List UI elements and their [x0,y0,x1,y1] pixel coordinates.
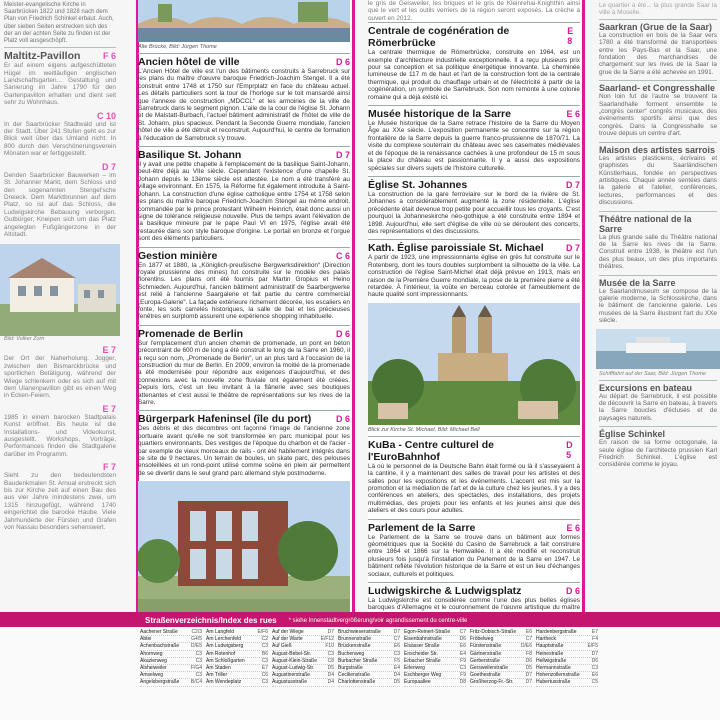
entry-text: La plus grande salle du Théâtre national de la Sarre les rives de la Sarre. Construit entre 1938, le théâtre est l'un des plus beaux, un des plus importants théâtres. [599,233,717,271]
grid-ref: D 6 [335,414,350,425]
index-row [536,651,598,658]
street-grid-ref: E6 [459,643,466,650]
street-name: Hermannstraße [536,665,571,672]
street-grid-ref: D5 [393,679,400,686]
street-name: Burbacher Straße [338,657,378,664]
photo-caption: Alte Brücke, Bild: Jürgen Thome [138,44,217,50]
grid-ref: D 6 [335,328,350,339]
street-grid-ref: D6 [459,636,466,643]
street-name: Brunnenstraße [338,636,372,643]
street-grid-ref: C2/3 [191,629,202,635]
entry-title: Ancien hôtel de ville [138,56,240,68]
grid-ref: D 7 [335,150,350,161]
entry-text: Le Saarlandmuseum se compose de la galerie moderne, la Schlosskirche, dans le bâtiment de l'ancienne galerie. Les musées de la Sarre illustrent l'art du XXe siècle. [599,287,717,325]
entry-title: Excursions en bateau [599,382,693,393]
grid-ref: E 7 [102,403,116,414]
street-grid-ref: D4 [327,672,334,679]
col1-text-5: 1985 in einem barocken Stadtpalais Kunst eröffnet. Bis heute ist die Installations- und Videokunst, ausgestellt. Workshops, Vorträge, Performances finden die Stadtgalerie darüber im Programm. [4,413,116,458]
street-name: August-Klein-Straße [272,657,318,664]
street-name: Akazienweg [140,657,167,664]
col1-text-6: Sieht zu den bedeutendsten Baudenkmalen St. Arnual erstreckt sich bis zur Kirche zeit auf einen Bau des aus vier Jahre mindestens zwei, um 1315 hinzugefügt, während 1740 eingerichtet die barocke Haube. Viele Jahrhunderte der Fürsten und Grafen von Nassau besonders sehenswert. [4,472,116,532]
photo-caption: Schifffahrt auf der Saar, Bild: Jürgen Thome [599,370,707,377]
index-row [338,643,400,650]
street-grid-ref: E6 [393,643,400,650]
street-name: Hellwigstraße [536,657,567,664]
street-name: Eschberger Weg [404,672,442,679]
street-grid-ref: C3 [591,665,598,672]
index-row [536,679,598,686]
street-name: Auf der Warte [272,636,303,643]
index-row [404,636,466,643]
index-row [338,636,400,643]
entry-text: le gris de Geisweiler, les briques et le gris de Kleinrehai-Knighthin ainsi que le vert et les outils verriers de la région seront exposés. La crèche a ouvert en 2012. [368,0,580,22]
street-grid-ref: D/E6 [520,643,532,650]
left-column [0,0,120,612]
index-row [404,658,466,665]
street-name: Eisenbahnstraße [404,636,442,643]
street-grid-ref: C5 [591,679,598,686]
street-grid-ref: E6 [525,629,532,635]
index-subtitle: * siehe Innenstadtvergrößerung/voir agrandissement du centre-ville [288,617,468,624]
street-name: Auf der Wiege [272,629,304,635]
entry-parlement [368,519,580,578]
street-grid-ref: E7 [261,665,268,672]
index-row [272,643,334,650]
index-row [140,672,202,679]
index-row [272,636,334,643]
index-row [272,672,334,679]
street-name: Hartheck [536,636,557,643]
street-name: Achenbachstraße [140,643,180,650]
index-row [140,651,202,658]
index-row [206,665,268,672]
street-name: Hohenzollernstraße [536,672,580,679]
index-row [536,665,598,672]
index-column [206,629,268,720]
col1-entry-title [4,47,116,62]
street-name: Ahornweg [140,650,163,657]
index-column [272,629,334,720]
entry-title: Église St. Johannes [368,178,468,191]
street-grid-ref: C2 [261,636,268,643]
street-name: Buchenweg [338,650,365,657]
alte-bruecke-photo [138,0,350,42]
street-name: Abtei [140,636,152,643]
col1-text-2: In der Saarbrücker Stadtwald und ist der Stadt. Über 241 Stufen geht es zur Blick weit über das Umland nicht. In 800 durch den Verschönerungsverein Mönaten war er fertiggestellt. [4,120,116,158]
entry-st-michael [368,239,580,298]
street-name: Europaallee [404,679,431,686]
street-name: Fröbelweg [470,636,494,643]
index-row [338,658,400,665]
grid-ref: E 6 [566,522,580,533]
index-row [206,629,268,636]
right-column [596,0,720,612]
street-grid-ref: F/G4 [190,665,202,672]
street-grid-ref: F5 [394,657,400,664]
index-row [470,679,532,686]
street-name: Charlottenstraße [338,679,376,686]
entry-title: Musée de la Sarre [599,277,676,288]
street-name: Großherzog-Fr.-Str. [470,679,514,686]
street-grid-ref: E4 [459,650,466,657]
col1-text-top: Meister-evangelische Kirche in Saarbrücken 1822 und 1828 nach dem Plan von Friedrich Schinkel erbaut. Auch, über sieben Seiten erstrecken sich des der an der achten Seite zu finden ist der Platz voll ausgeschöpft. [4,2,114,45]
index-row [470,636,532,643]
street-name: Gerberstraße [470,657,500,664]
grid-ref: F 7 [102,462,116,473]
street-name: Brückenstraße [338,643,371,650]
entry-text: La construction en bois de la Saar vers 1780 a été transformé de transportées entre les Pays-Bas et la Saar, une fondation des marchandises de chargement sur les rives de la Saar la grue de la Sarre a été achevée en 1991. [599,31,717,76]
grid-ref: E 7 [102,345,116,356]
street-grid-ref: D5 [327,665,334,672]
entry-basilique-st-johann [138,146,350,242]
street-name: Hubertusstraße [536,679,571,686]
index-row [338,629,400,636]
street-grid-ref: D8 [459,679,466,686]
street-grid-ref: D7 [591,650,598,657]
index-header [0,614,720,627]
index-column [404,629,466,720]
street-name: Hardenbergstraße [536,629,577,635]
street-name: Augustinerstraße [272,672,311,679]
street-grid-ref: C3 [261,657,268,664]
boat-photo [596,329,720,369]
photo-caption: Bild: Volker Zorn [4,336,45,343]
street-name: Alsheiweiler [140,665,167,672]
street-name: Gärtnerstraße [470,650,502,657]
street-grid-ref: D7 [327,629,334,635]
index-row [206,636,268,643]
entry-title: Bürgerpark Hafeninsel (île du port) [138,413,312,426]
index-row [140,636,202,643]
street-name: Erbacher Straße [404,657,441,664]
street-grid-ref: C3 [261,643,268,650]
gutter [355,0,368,612]
index-row [140,643,202,650]
street-grid-ref: F9 [460,672,466,679]
entry-text: En raison de sa forme octogonale, la seule église de l'architecte prussien Karl Friedrich Schinkel. L'église est considérée comme le joyau. [599,439,717,469]
grid-ref: C 6 [335,250,350,261]
index-row [470,651,532,658]
entry-text: Au départ de Sarrebruck, il est possible de découvrir la Sarre en bateau, à travers la Sarre boucles d'écluses et de paysages naturels. [599,392,717,422]
entry-title: Saarland- et Congresshalle [599,83,716,94]
street-grid-ref: G4/5 [191,636,202,643]
index-column [470,629,532,720]
index-row [338,672,400,679]
col1-text-4: Der Ort der Naherholung. Jogger, zwischen den Bismarckbrücke und sportlichen Betätigung, während der Wiege schlenkern oder es sich auf mit dem Ulanenpavillon gibt es einen Weg in Ecken-Feiern. [4,355,116,400]
entry-buergerpark [138,410,350,477]
street-name: Goethestraße [470,672,501,679]
index-row [272,651,334,658]
gutter [585,0,596,612]
index-column [338,629,400,720]
street-name: Amselweg [140,672,164,679]
street-grid-ref: D7 [525,679,532,686]
street-grid-ref: D4 [327,679,334,686]
street-name: Augustusstraße [272,679,308,686]
street-name: Heinestraße [536,650,564,657]
street-name: Cecilienstraße [338,672,370,679]
grid-ref: E 6 [566,109,580,120]
street-grid-ref: D4 [393,672,400,679]
index-row [470,629,532,636]
street-name: Auf Gieß [272,643,292,650]
entry-centrale-cogeneration [368,22,580,101]
entry-title: Kath. Église paroissiale St. Michael [368,242,544,255]
entry-text: Il y avait une petite chapelle à l'emplacement de la basilique Saint-Johann, peut-être déjà au VIIe siècle. Cependant l'existence d'une chapelle St. Johann depuis le 13ème siècle est attestée. Le nom a été transféré au village environnant. En 1575, la Réforme fut également introduite à Saint-Johann. La construction d'une église catholique entre 1754 et 1758 selon les plans du maître baroque Friedrich-Joachim Stengel au même endroit, commandée par le prince protestant Wilhelm Heinrich, était donc aussi un signe de tolérance religieuse nouvelle. Plus de temps avant l'élévation de la basilique mineure par le pape Paul VI en 1975, l'église avait été restaurée dans son style baroque d'origine. Le portail en bronze et l'orgue sont des éléments particuliers. [138,161,350,243]
entry-title: Saarkran (Grue de la Saar) [599,21,713,32]
index-row [140,679,202,686]
entry-text: Des débris et des décombres ont façonné l'image de l'ancienne zone portuaire avant qu'elle ne soit transformée en parc municipal pour les quartiers environnants. Des vestiges de l'époque du charbon et de l'acier - par exemple de vieux morceaux de rails - ont été habilement intégrés dans ce site de 9 hectares. Un terrain de boules, un skate parc, des pelouses ensoleillées et un rond-point utilisé comme scène en plein air permettent de se divertir dans le seul grand parc allemand style postmoderne. [138,425,350,477]
index-row [206,679,268,686]
buergerpark-photo [138,481,350,612]
entry-ludwigskirche [368,582,580,612]
entry-ancien-hotel-de-ville [138,53,350,142]
street-name: Enscheider Str. [404,650,438,657]
street-name: Am Wendeplatz [206,679,242,686]
entry-title: KuBa - Centre culturel de l'EuroBahnhof [368,438,495,463]
grid-ref: C 10 [96,110,116,121]
entry-text: Les artistes plasticiens, écrivains et graphistes du Saarländischen Künstlerhaus, fondée en perspectives artistiques. Chaque année sentées dans la galerie et l'atelier, conférences, lectures, performances et des discussions. [599,154,717,207]
street-index [0,612,720,720]
street-grid-ref: E4 [393,665,400,672]
index-row [404,629,466,636]
street-name: Aachener Straße [140,629,178,635]
entry-text: A partir de 1923, une impressionnante église en grès fut construite sur le Rotenberg, dont les tours doubles surplombent la silhouette de la ville. La construction de l'église Saint-Michel était déjà prévue en 1913, mais en raison de la Première Guerre mondiale, la pose de la première pierre a été retardée. À l'intérieur, la voûte en berceau colorée et l'ameublement de haute qualité sont impressionnants. [368,254,580,299]
index-row [404,651,466,658]
entry-promenade-de-berlin [138,325,350,407]
entry-text: Le Musée historique de la Sarre retrace l'histoire de la Sarre du Moyen Âge au XXe siècle. L'exposition permanente se concentre sur la région frontalière de la Sarre depuis la guerre franco-prussienne de 1870/71. La visite du complexe souterrain du château avec ses casemates médiévales et de l'époque de la renaissance cachées à une profondeur de 15 m sous la place du château est passionnante. Il y a aussi des expositions spéciales sur divers sujets de l'histoire culturelle. [368,120,580,172]
entry-text: Là où le personnel de la Deutsche Bahn était formé ou là il s'asseyaient à la cantine, il y a maintenant des salles de travail pour les artistes et des salles pour les expositions et les événements. L'accent est mis sur la promotion et la médiation de l'art et de la culture chez les jeunes. Il y a des conférences en ateliers, des spectacles, des installations, des projets multimédias, des projets pour les enfants et les jeunes ainsi que des ateliers et des cours pour adultes. [368,462,580,515]
street-grid-ref: C6 [261,672,268,679]
index-row [470,672,532,679]
street-name: Bruchwiesenstraße [338,629,381,635]
index-row [272,679,334,686]
entry-gestion-miniere [138,247,350,321]
index-row [404,679,466,686]
street-grid-ref: C7 [525,636,532,643]
street-name: Fritz-Dobisch-Straße [470,629,517,635]
grid-ref: F 6 [102,51,116,62]
street-name: Gersweilerstraße [470,665,509,672]
street-grid-ref: E/F12 [320,636,334,643]
entry-title: Église Schinkel [599,429,666,440]
index-row [140,658,202,665]
entry-title: Musée historique de la Sarre [368,108,511,121]
street-grid-ref: C3 [327,650,334,657]
index-row [338,665,400,672]
middle-left-column [138,0,350,612]
street-name: Erlenweg [404,665,425,672]
photo-caption: Blick zur Kirche St. Michael, Bild: Michael Bell [368,426,480,433]
street-grid-ref: C7 [393,636,400,643]
street-name: Am Staden [206,665,231,672]
entry-title: Maison des artistes sarrois [599,144,716,155]
street-grid-ref: F10 [325,643,334,650]
index-row [536,672,598,679]
index-row [206,651,268,658]
street-grid-ref: C7 [459,629,466,635]
street-grid-ref: C3 [195,657,202,664]
street-name: Am Schloßgarten [206,657,245,664]
street-grid-ref: C3 [261,679,268,686]
street-name: Am Ludwigsberg [206,643,244,650]
col4-text-top: Le quartier a été... la plus grande Saar la ville à Moselle. [599,2,717,17]
entry-title: Gestion minière [138,249,218,262]
street-grid-ref: C3 [195,650,202,657]
street-grid-ref: E/F5 [587,643,598,650]
index-columns [140,629,720,720]
street-name: Hauptstraße [536,643,564,650]
index-title: Straßenverzeichnis/Index des rues [145,616,277,625]
index-row [272,658,334,665]
index-row [404,672,466,679]
street-grid-ref: C3 [393,650,400,657]
index-row [536,629,598,636]
grid-ref: D 6 [565,586,580,597]
index-row [338,651,400,658]
street-grid-ref: C3 [459,665,466,672]
grid-ref: D 6 [335,57,350,67]
grid-ref: D 7 [565,179,580,190]
street-name: Am Langfeld [206,629,235,635]
entry-kuba [368,436,580,515]
street-grid-ref: D6 [591,657,598,664]
street-name: Angelsbergstraße [140,679,180,686]
entry-musee-historique [368,105,580,172]
street-grid-ref: E6 [591,672,598,679]
street-name: Am Triller [206,672,228,679]
grid-ref: D 7 [101,161,116,172]
index-row [206,672,268,679]
entry-text: La centrale thermique de Römerbrücke, construite en 1964, est un exemple d'architecture industrielle exceptionnelle. Il a reçu plusieurs prix pour sa conception et sa politique énergétique innovante. La cheminée lumineuse de 117 m de haut et l'art de la construction font de la centrale thermique, qui produit du chauffage urbain et de l'électricité à partir de la cogénération, un symbole de Sarrebruck. Son nom remonte à une colonie romaine qui a déjà existé ici. [368,49,580,101]
street-grid-ref: D7 [525,672,532,679]
street-name: August-Ludwig-Str. [272,665,315,672]
col1-entry-text: Er auf einem eigens aufgeschütteten Hügel im weitläufigen englischen Landschaftsgarten... Gestaltung und Sanierung im Jahre 1790 für den Gartenpavillon erhalten und dient seit sehr zu Wohnhaus. [4,62,116,107]
entry-title: Promenade de Berlin [138,327,244,340]
entry-title: Basilique St. Johann [138,149,242,162]
entry-text: En 1877 et 1880, la „Königlich-preußische Bergwerksdirektion“ (Direction royale prussienne des mines) fut construite sur le modèle des palais florentins. Les plans ont été fournis par Martin Gropius et Heino Schmieden. Aujourd'hui, l'ancien bâtiment administratif de Saarbergwerke est relié à l'ancienne Saargalerie et fait partie du centre commercial „Europa-Galerie“. La façade extérieure richement décorée, les escaliers en fonte, les sols carrelés historiques, la salle de bal et les précieuses fenêtres en surplomb assurent une expérience shopping inhabituelle. [138,261,350,321]
index-row [404,665,466,672]
street-grid-ref: F8 [526,650,532,657]
grid-ref: D 5 [566,439,573,460]
entry-title: Parlement de la Sarre [368,521,476,534]
street-grid-ref: D6 [525,657,532,664]
entry-title: Ludwigskirche & Ludwigsplatz [368,585,522,598]
entry-text: Sur l'emplacement d'un ancien chemin de promenade, un pont en béton précontraint de 600 m de long a été construit le long de la Sarre en 1960, il a reçu son nom, „Promenade de Berlin“, un an plus tard à l'occasion de la construction du mur de Berlin. En 2009, environ la moitié de la promenade a été modernisée pour répondre aux exigences d'aujourd'hui, et des connexions avec la nouvelle zone fluviale ont également été créées. Depuis lors, c'est un lieu invitant à la flânerie avec ses boutiques attenantes et c'est aussi le théâtre de représentations sur les rives de la Sarre. [138,339,350,407]
entry-title: Théâtre national de la Sarre [599,213,692,234]
index-row [140,629,202,636]
grid-ref: D 7 [565,243,580,254]
street-grid-ref: D5 [525,665,532,672]
index-row [470,658,532,665]
street-name: August-Bebel-Str. [272,650,312,657]
index-row [536,643,598,650]
index-row [536,658,598,665]
index-row [536,636,598,643]
street-grid-ref: F9 [460,657,466,664]
entry-title: Maltitz-Pavillon [4,50,81,63]
index-row [140,665,202,672]
index-column [536,629,598,720]
street-name: Burgstraße [338,665,363,672]
grid-ref: E 8 [567,26,574,47]
street-grid-ref: D/E5 [190,643,202,650]
index-row [404,643,466,650]
street-name: Am Rotenhof [206,650,236,657]
entry-text: La Ludwigskirche est considérée comme l'une des plus belles églises baroques d'Allemagne et le couronnement de l'œuvre artistique du maître [368,597,580,612]
middle-right-column [368,0,580,612]
entry-text: La construction de la gare ferroviaire sur le bord de la rivière de St. Johannes a considérablement augmenté la zone résidentielle. L'église précédente était devenue trop petite pour accueillir tous les croyants. C'est pourquoi la Johanneskirche néo-gothique a été construite entre 1894 et 1898. Aujourd'hui, elle sert d'église de ville où se déroulent des concerts, des représentations et des discussions. [368,190,580,235]
index-row [272,629,334,636]
street-grid-ref: E/F6 [257,629,268,635]
street-name: Egon-Reinert-Straße [404,629,451,635]
street-grid-ref: D7 [393,629,400,635]
street-name: Am Lerchenfeld [206,636,242,643]
entry-text: L'Ancien Hôtel de ville est l'un des bâtiments construits à Sarrebruck sur les plans du maître d'œuvre baroque Friedrich-Joachim Stengel. Il a été construit entre 1748 et 1750 sur l'Emprplatz en face du château actuel. Les détails particuliers sont la tour de l'horloge sur le toit mansardé ainsi que l'annexe de construction „MDCCL“ et les armoiries de la ville de Sarrebruck dans le segment pignon. L'aile de la cour de l'église St. Johann et de Malstatt-Burbach, l'actuel bâtiment administratif de l'hôtel de ville de St. Johann, plus spacieux. Pendant la Seconde Guerre mondiale, l'ancien hôtel de ville a été détruit et reconstruit. Aujourd'hui, le centre de formation à l'éducation de Sarrebruck s'y trouve. [138,68,350,142]
col1-photo [0,244,120,336]
index-column [140,629,202,720]
street-name: Fürstenstraße [470,643,502,650]
index-row [206,643,268,650]
index-row [338,679,400,686]
index-row [272,665,334,672]
street-grid-ref: E7 [591,629,598,635]
entry-text: Non loin fut de l'autre se trouvent la Saarlandhalle forment ensemble le „congrès center“ congrès musicaux, des événements sportifs ainsi que des congrès. Dans la Congresshalle se trouve depuis un centre d'art. [599,93,717,138]
index-row [206,658,268,665]
entry-text: Le Parlement de la Sarre se trouve dans un bâtiment aux formes géométriques que la Société du Casino de Sarrebruck a fait construire entre 1864 et 1866 sur la Hemwallée. Il a été modifié et reconstruit plusieurs fois jusqu'à l'installation du Parlement de la Sarre en 1947. Le bâtiment reflète l'évolution historique de la Sarre et est un lieu d'échanges sociaux, culturels et politiques. [368,533,580,578]
street-grid-ref: C3 [195,672,202,679]
index-row [470,643,532,650]
street-grid-ref: B6 [261,650,268,657]
street-grid-ref: F4 [592,636,598,643]
entry-eglise-st-johannes [368,176,580,235]
index-row [470,665,532,672]
street-grid-ref: B/C4 [190,679,202,686]
street-grid-ref: C8 [327,657,334,664]
st-michael-photo [368,303,580,425]
col1-text-3: Denden Saarbrücker Bauwerken – im St. Johanner Markt, dem Schloss und den sogenannten Stengel'sche Dreieck. Dem Marktbrunnen auf dem Platz, so ist auf das Schloss, die Ludwigskirche Bebauung verborgen. Gutbürger, Kneipen sich um das Platz angelegten Fußgängerzone in der Altstadt. [4,171,116,238]
entry-title: Centrale de cogénération de Römerbrücke [368,25,510,50]
street-name: Elsässer Straße [404,643,440,650]
